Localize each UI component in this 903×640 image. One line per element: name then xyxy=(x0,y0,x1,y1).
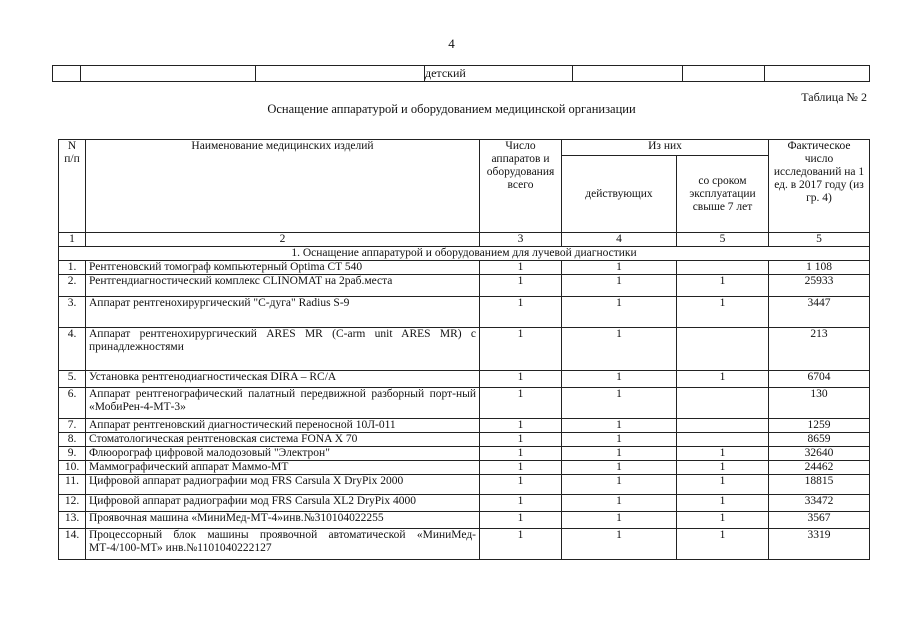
row-fact: 213 xyxy=(769,328,870,371)
top-cell xyxy=(256,66,425,82)
row-working: 1 xyxy=(562,388,677,419)
row-name: Флюорограф цифровой малодозовый "Электрон" xyxy=(86,447,480,461)
row-total: 1 xyxy=(480,275,562,297)
row-working: 1 xyxy=(562,419,677,433)
row-old xyxy=(677,433,769,447)
section-title: 1. Оснащение аппаратурой и оборудованием для лучевой диагностики xyxy=(59,247,870,261)
row-number: 4. xyxy=(59,328,86,371)
row-working: 1 xyxy=(562,261,677,275)
row-fact: 130 xyxy=(769,388,870,419)
row-total: 1 xyxy=(480,328,562,371)
row-number: 6. xyxy=(59,388,86,419)
row-fact: 1259 xyxy=(769,419,870,433)
row-working: 1 xyxy=(562,328,677,371)
table-row xyxy=(59,433,870,447)
col-number: 2 xyxy=(86,233,480,247)
table-row xyxy=(59,447,870,461)
table-row xyxy=(59,275,870,297)
row-working: 1 xyxy=(562,475,677,495)
table-row xyxy=(59,495,870,512)
row-fact: 25933 xyxy=(769,275,870,297)
row-fact: 24462 xyxy=(769,461,870,475)
row-fact: 3447 xyxy=(769,297,870,328)
table-row xyxy=(59,328,870,371)
row-old xyxy=(677,419,769,433)
row-number: 9. xyxy=(59,447,86,461)
row-name: Аппарат рентгенохирургический "С-дуга" Radius S-9 xyxy=(86,297,480,328)
row-working: 1 xyxy=(562,512,677,529)
row-working: 1 xyxy=(562,447,677,461)
col-number: 4 xyxy=(562,233,677,247)
row-name: Аппарат рентгеновский диагностический переносной 10Л-011 xyxy=(86,419,480,433)
row-name: Аппарат рентгенохирургический ARES MR (C-arm unit ARES MR) с принадлежностями xyxy=(86,328,480,371)
col-number: 1 xyxy=(59,233,86,247)
row-fact: 32640 xyxy=(769,447,870,461)
row-number: 11. xyxy=(59,475,86,495)
col-number: 5 xyxy=(769,233,870,247)
col-number: 5 xyxy=(677,233,769,247)
row-total: 1 xyxy=(480,419,562,433)
row-total: 1 xyxy=(480,297,562,328)
row-working: 1 xyxy=(562,275,677,297)
row-fact: 1 108 xyxy=(769,261,870,275)
header-old: со сроком эксплуатации свыше 7 лет xyxy=(677,156,769,233)
row-total: 1 xyxy=(480,475,562,495)
row-working: 1 xyxy=(562,529,677,560)
row-total: 1 xyxy=(480,447,562,461)
row-number: 3. xyxy=(59,297,86,328)
row-name: Рентгендиагностический комплекс CLINOMAT на 2раб.места xyxy=(86,275,480,297)
header-num: N п/п xyxy=(59,140,86,233)
row-old xyxy=(677,261,769,275)
row-name: Маммографический аппарат Маммо-МТ xyxy=(86,461,480,475)
row-name: Установка рентгенодиагностическая DIRA – RC/A xyxy=(86,371,480,388)
table-row xyxy=(59,371,870,388)
row-old: 1 xyxy=(677,371,769,388)
row-fact: 3567 xyxy=(769,512,870,529)
top-cell xyxy=(683,66,765,82)
row-total: 1 xyxy=(480,512,562,529)
row-total: 1 xyxy=(480,388,562,419)
top-cell xyxy=(765,66,870,82)
row-number: 13. xyxy=(59,512,86,529)
table-row xyxy=(59,419,870,433)
top-cell: детский xyxy=(425,66,573,82)
row-total: 1 xyxy=(480,261,562,275)
row-working: 1 xyxy=(562,371,677,388)
table-row xyxy=(59,529,870,560)
row-number: 2. xyxy=(59,275,86,297)
row-total: 1 xyxy=(480,461,562,475)
row-old xyxy=(677,388,769,419)
row-fact: 6704 xyxy=(769,371,870,388)
col-number: 3 xyxy=(480,233,562,247)
row-old: 1 xyxy=(677,461,769,475)
row-name: Стоматологическая рентгеновская система FONA X 70 xyxy=(86,433,480,447)
row-total: 1 xyxy=(480,529,562,560)
previous-table-fragment xyxy=(52,65,870,82)
header-name: Наименование медицинских изделий xyxy=(86,140,480,233)
row-name: Цифровой аппарат радиографии мод FRS Carsula X DryPix 2000 xyxy=(86,475,480,495)
row-old: 1 xyxy=(677,275,769,297)
table-row xyxy=(59,475,870,495)
table-label: Таблица № 2 xyxy=(801,90,867,104)
table-row xyxy=(59,297,870,328)
row-name: Процессорный блок машины проявочной автоматической «МиниМед-МТ-4/100-МТ» инв.№1101040222127 xyxy=(86,529,480,560)
row-working: 1 xyxy=(562,461,677,475)
table-row xyxy=(59,388,870,419)
row-name: Аппарат рентгенографический палатный передвижной разборный порт-ный «МобиРен-4-МТ-3» xyxy=(86,388,480,419)
table-row xyxy=(59,461,870,475)
equipment-table xyxy=(58,139,870,560)
header-of-them: Из них xyxy=(562,140,769,156)
row-fact: 33472 xyxy=(769,495,870,512)
page-number: 4 xyxy=(448,36,455,51)
row-name: Цифровой аппарат радиографии мод FRS Carsula XL2 DryPix 4000 xyxy=(86,495,480,512)
row-number: 14. xyxy=(59,529,86,560)
row-working: 1 xyxy=(562,495,677,512)
row-number: 12. xyxy=(59,495,86,512)
table-caption: Оснащение аппаратурой и оборудованием медицинской организации xyxy=(267,102,636,116)
table-row xyxy=(59,261,870,275)
row-name: Рентгеновский томограф компьютерный Optima CT 540 xyxy=(86,261,480,275)
row-old: 1 xyxy=(677,475,769,495)
header-working: действующих xyxy=(562,156,677,233)
row-old: 1 xyxy=(677,447,769,461)
row-old: 1 xyxy=(677,512,769,529)
top-cell xyxy=(53,66,81,82)
row-old: 1 xyxy=(677,529,769,560)
row-working: 1 xyxy=(562,297,677,328)
row-name: Проявочная машина «МиниМед-МТ-4»инв.№310104022255 xyxy=(86,512,480,529)
row-number: 7. xyxy=(59,419,86,433)
top-cell xyxy=(81,66,256,82)
table-row xyxy=(59,512,870,529)
header-fact: Фактическое число исследований на 1 ед. в 2017 году (из гр. 4) xyxy=(769,140,870,233)
row-total: 1 xyxy=(480,495,562,512)
row-total: 1 xyxy=(480,433,562,447)
top-cell xyxy=(573,66,683,82)
row-fact: 3319 xyxy=(769,529,870,560)
row-fact: 8659 xyxy=(769,433,870,447)
row-working: 1 xyxy=(562,433,677,447)
row-number: 5. xyxy=(59,371,86,388)
header-count: Число аппаратов и оборудования всего xyxy=(480,140,562,233)
row-old xyxy=(677,328,769,371)
row-number: 10. xyxy=(59,461,86,475)
row-number: 1. xyxy=(59,261,86,275)
row-old: 1 xyxy=(677,495,769,512)
row-fact: 18815 xyxy=(769,475,870,495)
row-old: 1 xyxy=(677,297,769,328)
row-number: 8. xyxy=(59,433,86,447)
row-total: 1 xyxy=(480,371,562,388)
